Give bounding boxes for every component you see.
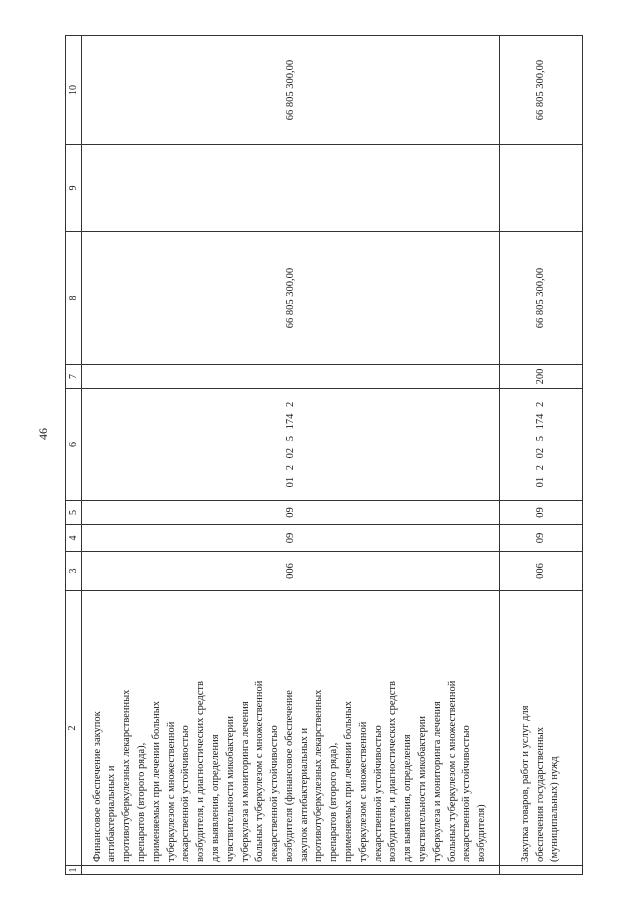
description-line: туберкулеза и мониторинга лечения	[239, 701, 251, 862]
description-line: применяемых при лечении больных	[343, 700, 355, 862]
description-line: для выявления, определения	[402, 734, 414, 862]
cell-c1	[81, 866, 499, 875]
cell-c9	[81, 145, 499, 232]
col-header-7: 7	[66, 365, 82, 389]
description-line: чувствительности микобактерии	[417, 716, 429, 862]
description-line: препаратов (второго ряда),	[328, 742, 340, 862]
description-line: лекарственной устойчивостью	[372, 725, 384, 862]
description-line: применяемых при лечении больных	[150, 700, 162, 862]
description-line: препаратов (второго ряда),	[135, 742, 147, 862]
col-header-8: 8	[66, 232, 82, 365]
budget-table-container	[65, 35, 583, 875]
cell-c3: 006	[499, 552, 582, 591]
cell-description	[81, 591, 499, 866]
col-header-2: 2	[66, 591, 82, 866]
description-line: больных туберкулезом с множественной	[254, 680, 266, 862]
description-line: возбудителя, и диагностических средств	[387, 681, 399, 862]
description-line: лекарственной устойчивостью	[461, 725, 473, 862]
description-line: туберкулеза и мониторинга лечения	[431, 701, 443, 862]
col-header-4: 4	[66, 525, 82, 552]
table-row	[81, 36, 499, 875]
description-line: возбудителя, и диагностических средств	[195, 681, 207, 862]
page-number: 46	[36, 428, 50, 440]
description-line: (муниципальных) нужд	[549, 756, 561, 862]
cell-c6: 01 2 02 5 174 2	[81, 389, 499, 501]
col-header-1: 1	[66, 866, 82, 875]
description-line: закупок антибактериальных и	[298, 727, 310, 862]
cell-c5: 09	[499, 501, 582, 525]
description-line: возбудителя)	[476, 804, 488, 862]
col-header-6: 6	[66, 389, 82, 501]
description-line: противотуберкулезных лекарственных	[121, 689, 133, 862]
description-line: чувствительности микобактерии	[224, 716, 236, 862]
description-line: для выявления, определения	[209, 734, 221, 862]
cell-c4: 09	[81, 525, 499, 552]
cell-description	[499, 591, 582, 866]
description-line: туберкулезом с множественной	[357, 721, 369, 862]
cell-c7: 200	[499, 365, 582, 389]
description-line: лекарственной устойчивостью	[180, 725, 192, 862]
cell-c10: 66 805 300,00	[81, 36, 499, 145]
col-header-5: 5	[66, 501, 82, 525]
description-line: противотуберкулезных лекарственных	[313, 689, 325, 862]
cell-c6: 01 2 02 5 174 2	[499, 389, 582, 501]
cell-c4: 09	[499, 525, 582, 552]
description-line: Закупка товаров, работ и услуг для	[519, 705, 531, 862]
description-line: больных туберкулезом с множественной	[446, 680, 458, 862]
cell-c3: 006	[81, 552, 499, 591]
description-line: возбудителя (финансовое обеспечение	[283, 690, 295, 862]
description-line: обеспечения государственных	[534, 727, 546, 862]
description-line: Финансовое обеспечение закупок	[91, 711, 103, 862]
col-header-3: 3	[66, 552, 82, 591]
cell-c10: 66 805 300,00	[499, 36, 582, 145]
table-row	[499, 36, 582, 875]
budget-table	[65, 35, 583, 875]
col-header-9: 9	[66, 145, 82, 232]
description-line: туберкулезом с множественной	[165, 721, 177, 862]
cell-c8: 66 805 300,00	[499, 232, 582, 365]
description-line: антибактериальных и	[106, 765, 118, 862]
cell-c5: 09	[81, 501, 499, 525]
cell-c9	[499, 145, 582, 232]
cell-c8: 66 805 300,00	[81, 232, 499, 365]
col-header-10: 10	[66, 36, 82, 145]
description-line: лекарственной устойчивостью	[269, 725, 281, 862]
cell-c7	[81, 365, 499, 389]
column-number-header	[66, 36, 82, 875]
cell-c1	[499, 866, 582, 875]
